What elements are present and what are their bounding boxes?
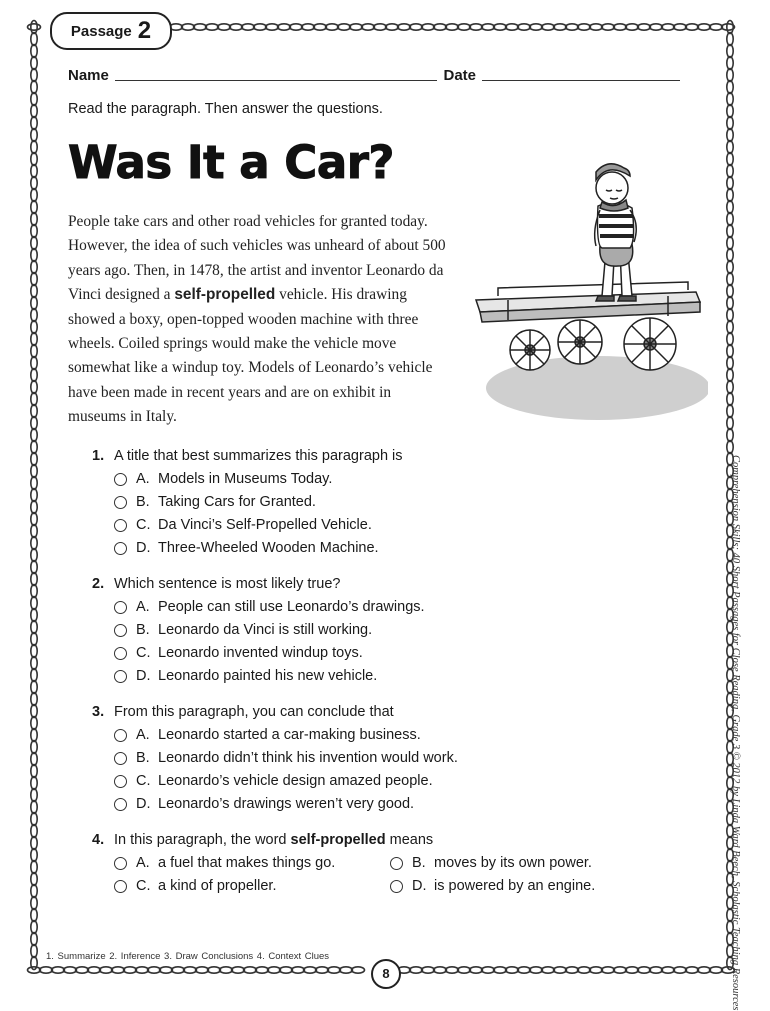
chain-link [626,24,639,30]
chain-link [446,24,459,30]
chain-link [31,453,37,466]
chain-link [374,24,387,30]
chain-link [31,393,37,406]
chain-link [727,93,733,106]
chain-link [230,24,243,30]
radio-circle[interactable] [114,775,127,788]
answer-option[interactable]: C. Leonardo invented windup toys. [114,645,363,661]
chain-link [148,967,161,973]
chain-link [422,967,435,973]
chain-link [727,225,733,238]
chain-link [518,24,531,30]
chain-link [727,81,733,94]
chain-link [662,24,675,30]
chain-link [40,967,53,973]
chain-link [112,967,125,973]
chain-link [31,441,37,454]
chain-link [326,24,339,30]
chain-link [31,141,37,154]
chain-link [31,837,37,850]
chain-link [31,825,37,838]
radio-circle[interactable] [114,473,127,486]
cart-wheel-right [624,318,676,370]
chain-link [362,24,375,30]
paragraph-bold-term: self-propelled [174,286,276,304]
name-label: Name [68,67,109,84]
answer-option[interactable]: B. Leonardo didn’t think his invention would work. [114,750,458,766]
chain-link [31,513,37,526]
chain-link [328,967,341,973]
chain-link [31,945,37,958]
chain-link [31,849,37,862]
chain-link [458,967,471,973]
chain-link [698,24,711,30]
chain-link [31,165,37,178]
chain-link [727,321,733,334]
answer-option[interactable]: B. Taking Cars for Granted. [114,494,316,510]
cart-wheel-middle [558,320,602,364]
chain-link [31,381,37,394]
question-text-before: In this paragraph, the word [114,832,291,848]
chain-link [727,33,733,46]
paragraph-part-1: People take cars and other road vehicles for granted today. However, the idea of such vehicles was unheard of about 500 years ago. Then, in 1478, the artist and inventor Leonardo da Vinci designed a [68,213,446,304]
chain-link [31,321,37,334]
chain-link [278,24,291,30]
chain-link [88,967,101,973]
chain-link [316,967,329,973]
name-field[interactable] [115,66,438,81]
question-text-bold: self-propelled [290,832,386,848]
chain-link [350,24,363,30]
chain-link [31,549,37,562]
chain-link [31,873,37,886]
chain-link [727,285,733,298]
chain-link [470,967,483,973]
chain-link [52,967,65,973]
chain-link [31,45,37,58]
chain-link [31,765,37,778]
chain-link [727,21,733,34]
chain-link [244,967,257,973]
radio-circle[interactable] [114,880,127,893]
answer-option[interactable]: B. Leonardo da Vinci is still working. [114,622,372,638]
answer-option[interactable]: A. a fuel that makes things go. [114,855,335,871]
passage-title: Was It a Car? [68,136,394,189]
chain-link [578,967,591,973]
chain-link [31,345,37,358]
chain-link [31,597,37,610]
chain-link [31,777,37,790]
chain-link [727,309,733,322]
radio-circle[interactable] [114,670,127,683]
chain-link [220,967,233,973]
chain-link [31,885,37,898]
answer-option[interactable]: D. Leonardo’s drawings weren’t very good. [114,796,414,812]
chain-link [31,729,37,742]
radio-circle[interactable] [390,880,403,893]
chain-link [268,967,281,973]
chain-link [31,21,37,34]
chain-link [470,24,483,30]
chain-link [31,477,37,490]
chain-link [566,24,579,30]
radio-circle[interactable] [114,496,127,509]
chain-link [727,297,733,310]
chain-link [614,967,627,973]
chain-link [31,189,37,202]
chain-link [31,525,37,538]
chain-link [208,967,221,973]
answer-option[interactable]: C. Da Vinci’s Self-Propelled Vehicle. [114,517,372,533]
chain-link [530,967,543,973]
chain-link [31,705,37,718]
chain-link [727,141,733,154]
chain-link [31,357,37,370]
chain-link [482,967,495,973]
chain-link [76,967,89,973]
chain-link [727,405,733,418]
chain-link [31,537,37,550]
paragraph-part-2: vehicle. His drawing showed a boxy, open-topped wooden machine with three wheels. Coiled springs would make the vehicle move somewhat like a windup toy. Models of Leonardo’s vehicle have been made in recent years and are on exhibit in museums in Italy. [68,286,433,426]
passage-tab [50,12,172,50]
chain-link [31,285,37,298]
chain-link [31,861,37,874]
chain-link [727,237,733,250]
answer-option[interactable]: B. moves by its own power. [390,855,592,871]
chain-link [727,381,733,394]
chain-link [674,24,687,30]
answer-option[interactable]: D. Leonardo painted his new vehicle. [114,668,377,684]
chain-link [31,909,37,922]
chain-link [31,657,37,670]
chain-link [727,393,733,406]
chain-link [352,967,365,973]
chain-link [31,225,37,238]
radio-circle[interactable] [114,798,127,811]
chain-link [31,813,37,826]
chain-link [31,789,37,802]
chain-link [727,357,733,370]
chain-link [31,129,37,142]
chain-link [727,261,733,274]
chain-link [31,501,37,514]
chain-link [160,967,173,973]
answer-option[interactable]: C. a kind of propeller. [114,878,277,894]
chain-link [727,369,733,382]
chain-link [302,24,315,30]
date-field[interactable] [482,66,680,81]
chain-link [727,345,733,358]
chain-link [31,621,37,634]
chain-link [31,753,37,766]
chain-link [482,24,495,30]
chain-link [338,24,351,30]
chain-link [674,967,687,973]
boy-on-cart-illustration [468,150,708,430]
chain-link [31,801,37,814]
chain-link [727,273,733,286]
chain-link [727,249,733,262]
chain-link [31,153,37,166]
chain-link [31,261,37,274]
answer-option[interactable]: A. Models in Museums Today. [114,471,332,487]
chain-link [136,967,149,973]
chain-link [124,967,137,973]
chain-link [727,129,733,142]
chain-link [31,417,37,430]
chain-link [727,153,733,166]
chain-link [64,967,77,973]
chain-link [31,693,37,706]
chain-link [727,333,733,346]
chain-link [626,967,639,973]
chain-link [614,24,627,30]
chain-link [242,24,255,30]
chain-link [31,333,37,346]
question-4 [92,832,433,848]
question-text: Which sentence is most likely true? [114,576,341,592]
chain-link [31,369,37,382]
radio-circle[interactable] [114,542,127,555]
chain-link [554,24,567,30]
chain-link [494,967,507,973]
chain-link [398,24,411,30]
chain-link [727,201,733,214]
chain-link [31,273,37,286]
footer-skills: 1. Summarize 2. Inference 3. Draw Conclusions 4. Context Clues [46,951,330,962]
answer-option[interactable]: A. People can still use Leonardo’s drawings. [114,599,425,615]
name-date-row [68,66,680,84]
chain-link [530,24,543,30]
chain-link [28,24,41,30]
question-1 [92,448,403,464]
question-number: 2. [92,576,105,592]
chain-link [727,189,733,202]
chain-link [727,105,733,118]
chain-link [256,967,269,973]
boy-figure [595,164,637,301]
radio-circle[interactable] [114,647,127,660]
chain-link [494,24,507,30]
instructions: Read the paragraph. Then answer the questions. [68,101,383,117]
chain-link [31,249,37,262]
question-text-after: means [385,832,434,848]
chain-link [31,429,37,442]
chain-link [662,967,675,973]
answer-option[interactable]: C. Leonardo’s vehicle design amazed people. [114,773,433,789]
chain-link [31,585,37,598]
chain-link [194,24,207,30]
chain-link [218,24,231,30]
chain-link [686,967,699,973]
chain-link [31,33,37,46]
chain-link [31,897,37,910]
chain-link [434,24,447,30]
answer-option[interactable]: D. Three-Wheeled Wooden Machine. [114,540,379,556]
chain-link [100,967,113,973]
chain-link [638,967,651,973]
chain-link [31,237,37,250]
chain-link [31,213,37,226]
radio-circle[interactable] [114,519,127,532]
chain-link [727,165,733,178]
question-text: A title that best summarizes this paragraph is [114,448,403,464]
chain-link [31,669,37,682]
chain-link [458,24,471,30]
chain-link [542,967,555,973]
chain-link [506,24,519,30]
chain-link [727,213,733,226]
chain-link [31,489,37,502]
chain-link [650,967,663,973]
chain-link [31,633,37,646]
chain-link [172,967,185,973]
radio-circle[interactable] [114,857,127,870]
chain-link [710,24,723,30]
chain-link [727,57,733,70]
side-credit [730,455,751,1011]
chain-link [727,417,733,430]
chain-link [31,465,37,478]
question-number: 4. [92,832,105,848]
chain-link [554,967,567,973]
chain-link [304,967,317,973]
chain-link [254,24,267,30]
chain-link [31,681,37,694]
chain-link [266,24,279,30]
chain-link [566,967,579,973]
radio-circle[interactable] [114,729,127,742]
chain-link [602,967,615,973]
radio-circle[interactable] [114,601,127,614]
chain-link [518,967,531,973]
chain-link [602,24,615,30]
chain-link [31,717,37,730]
side-credit-text: Comprehension Skills: 40 Short Passages for Close Reading, Grade 3 © 2012 by Linda Ward Beech, Scholastic Teaching Resources [730,455,741,1011]
chain-link [506,967,519,973]
passage-number: 2 [137,17,152,44]
chain-link [31,933,37,946]
chain-link [578,24,591,30]
chain-link [31,645,37,658]
answer-option[interactable]: D. is powered by an engine. [390,878,595,894]
radio-circle[interactable] [390,857,403,870]
chain-link [727,117,733,130]
chain-link [206,24,219,30]
radio-circle[interactable] [114,624,127,637]
chain-link [31,573,37,586]
question-3 [92,704,394,720]
passage-paragraph [68,210,448,430]
chain-link [410,24,423,30]
chain-link [31,309,37,322]
answer-option[interactable]: A. Leonardo started a car-making business. [114,727,421,743]
chain-link [727,441,733,454]
chain-link [31,93,37,106]
chain-link [542,24,555,30]
passage-label: Passage [70,22,132,40]
page-number: 8 [371,959,401,989]
chain-link [710,967,723,973]
chain-link [196,967,209,973]
chain-link [31,177,37,190]
chain-link [727,69,733,82]
radio-circle[interactable] [114,752,127,765]
question-2 [92,576,340,592]
chain-link [232,967,245,973]
chain-link [184,967,197,973]
chain-link [434,967,447,973]
chain-link [31,609,37,622]
chain-link [340,967,353,973]
chain-link [31,741,37,754]
chain-link [422,24,435,30]
chain-link [31,69,37,82]
chain-link [292,967,305,973]
chain-link [31,81,37,94]
chain-link [31,105,37,118]
chain-link [31,921,37,934]
chain-link [686,24,699,30]
chain-link [638,24,651,30]
chain-link [650,24,663,30]
chain-link [698,967,711,973]
chain-link [31,201,37,214]
chain-link [31,117,37,130]
chain-link [290,24,303,30]
chain-link [590,967,603,973]
chain-link [446,967,459,973]
chain-link [31,405,37,418]
chain-link [31,57,37,70]
chain-link [590,24,603,30]
chain-link [31,297,37,310]
chain-link [727,177,733,190]
chain-link [314,24,327,30]
chain-link [182,24,195,30]
chain-link [727,429,733,442]
chain-link [280,967,293,973]
chain-link [31,561,37,574]
question-number: 3. [92,704,105,720]
chain-link [727,45,733,58]
question-number: 1. [92,448,105,464]
date-label: Date [443,67,476,84]
cart-wheel-left [510,330,550,370]
chain-link [386,24,399,30]
chain-link [410,967,423,973]
question-text: From this paragraph, you can conclude that [114,704,394,720]
